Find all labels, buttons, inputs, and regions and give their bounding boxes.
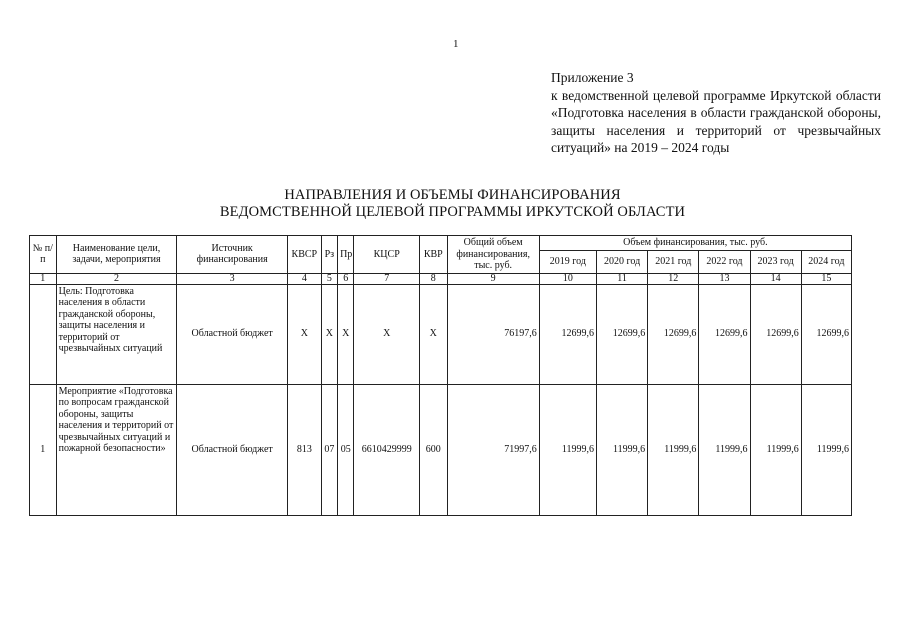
header-num: № п/п: [30, 236, 57, 274]
header-source: Источник финансирования: [177, 236, 288, 274]
appendix-text: к ведомственной целевой программе Иркутской области «Подготовка населения в области гражданской обороны, защиты населения и территорий от чрезвычайных ситуаций» на 2019 – 2024 годы: [551, 87, 881, 155]
column-numbers-row: [30, 273, 852, 284]
header-year-2022: 2022 год: [699, 250, 750, 273]
header-name: Наименование цели, задачи, мероприятия: [56, 236, 177, 274]
cell-year-2023: 12699,6: [750, 284, 801, 384]
header-year-2019: 2019 год: [539, 250, 596, 273]
column-number: 4: [287, 273, 321, 284]
column-number: 11: [597, 273, 648, 284]
appendix-block: [551, 69, 881, 157]
heading-line-1: НАПРАВЛЕНИЯ И ОБЪЕМЫ ФИНАНСИРОВАНИЯ: [284, 187, 621, 203]
column-number: 2: [56, 273, 177, 284]
cell-source: Областной бюджет: [177, 284, 288, 384]
column-number: 10: [539, 273, 596, 284]
cell-kvsr: Х: [287, 284, 321, 384]
cell-num: 1: [30, 384, 57, 515]
header-row-1: [30, 236, 852, 251]
cell-kcsr: 6610429999: [354, 384, 420, 515]
column-number: 15: [801, 273, 851, 284]
cell-year-2019: 12699,6: [539, 284, 596, 384]
heading-line-2: ВЕДОМСТВЕННОЙ ЦЕЛЕВОЙ ПРОГРАММЫ ИРКУТСКОЙ ОБЛАСТИ: [219, 204, 686, 220]
cell-year-2020: 11999,6: [597, 384, 648, 515]
header-kvr: КВР: [419, 236, 447, 274]
header-kcsr: КЦСР: [354, 236, 420, 274]
header-volume: Объем финансирования, тыс. руб.: [539, 236, 851, 251]
cell-rz: Х: [321, 284, 337, 384]
column-number: 8: [419, 273, 447, 284]
header-year-2023: 2023 год: [750, 250, 801, 273]
column-number: 9: [447, 273, 539, 284]
header-total: Общий объем финансирования, тыс. руб.: [447, 236, 539, 274]
header-pr: Пр: [338, 236, 354, 274]
column-number: 13: [699, 273, 750, 284]
cell-pr: Х: [338, 284, 354, 384]
cell-num: [30, 284, 57, 384]
table-row-goal: [30, 284, 852, 384]
page-number: 1: [453, 38, 459, 50]
cell-year-2020: 12699,6: [597, 284, 648, 384]
cell-kcsr: Х: [354, 284, 420, 384]
column-number: 1: [30, 273, 57, 284]
cell-rz: 07: [321, 384, 337, 515]
cell-year-2024: 11999,6: [801, 384, 851, 515]
cell-year-2021: 12699,6: [648, 284, 699, 384]
header-year-2021: 2021 год: [648, 250, 699, 273]
column-number: 3: [177, 273, 288, 284]
cell-year-2023: 11999,6: [750, 384, 801, 515]
header-year-2024: 2024 год: [801, 250, 851, 273]
cell-year-2022: 11999,6: [699, 384, 750, 515]
table-row-measure: [30, 384, 852, 515]
cell-kvr: Х: [419, 284, 447, 384]
cell-year-2019: 11999,6: [539, 384, 596, 515]
cell-year-2024: 12699,6: [801, 284, 851, 384]
cell-total: 71997,6: [447, 384, 539, 515]
column-number: 14: [750, 273, 801, 284]
cell-name: Цель: Подготовка населения в области гражданской обороны, защиты населения и территорий от чрезвычайных ситуаций: [56, 284, 177, 384]
column-number: 7: [354, 273, 420, 284]
cell-source: Областной бюджет: [177, 384, 288, 515]
cell-year-2022: 12699,6: [699, 284, 750, 384]
document-heading: [0, 187, 905, 221]
column-number: 12: [648, 273, 699, 284]
cell-total: 76197,6: [447, 284, 539, 384]
header-kvsr: КВСР: [287, 236, 321, 274]
header-year-2020: 2020 год: [597, 250, 648, 273]
appendix-title: Приложение 3: [551, 70, 634, 85]
header-rz: Рз: [321, 236, 337, 274]
cell-kvr: 600: [419, 384, 447, 515]
cell-year-2021: 11999,6: [648, 384, 699, 515]
cell-kvsr: 813: [287, 384, 321, 515]
financing-table: [29, 235, 852, 516]
cell-name: Мероприятие «Подготовка по вопросам гражданской обороны, защиты населения и территорий от чрезвычайных ситуаций и пожарной безопасности»: [56, 384, 177, 515]
column-number: 6: [338, 273, 354, 284]
column-number: 5: [321, 273, 337, 284]
cell-pr: 05: [338, 384, 354, 515]
